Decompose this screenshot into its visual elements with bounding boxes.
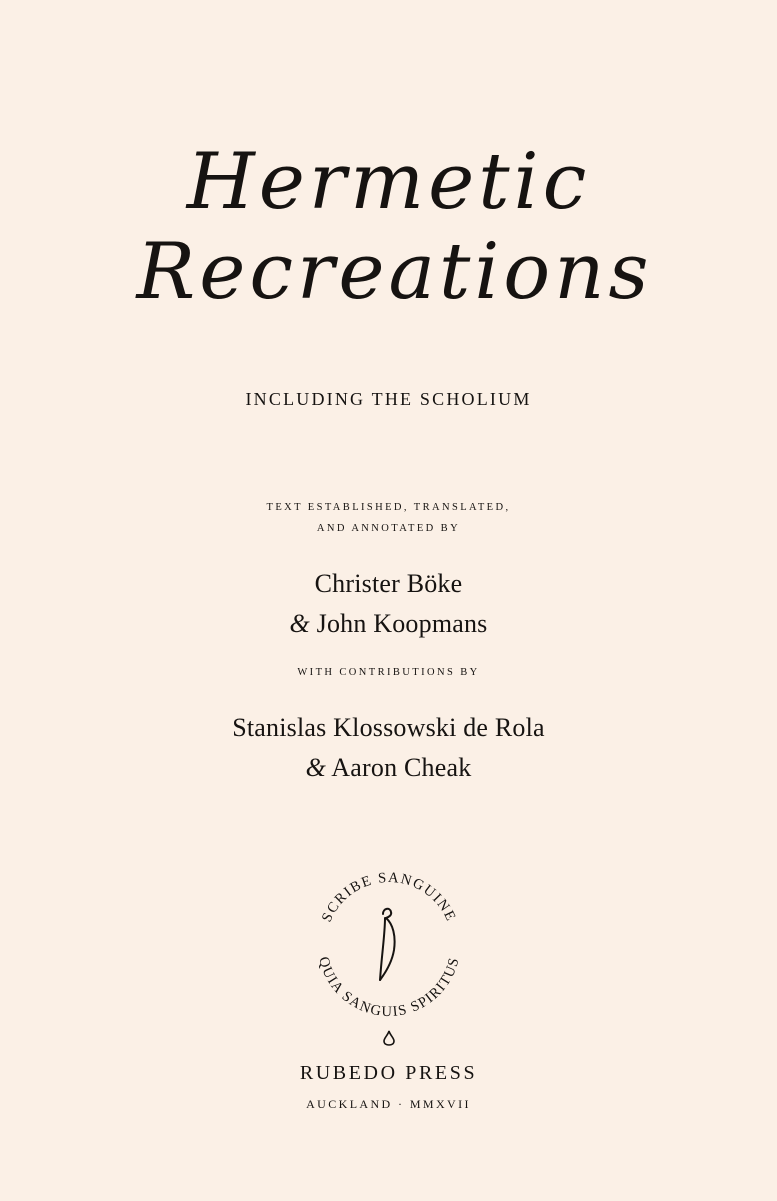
- quill-icon: [380, 909, 395, 980]
- editors-intro-line-1: TEXT ESTABLISHED, TRANSLATED,: [266, 502, 511, 513]
- publisher-place-year: AUCKLAND · MMXVII: [306, 1097, 471, 1111]
- editor-name-2: [0, 609, 777, 639]
- ampersand: &: [289, 609, 310, 638]
- contributor-name-2: [0, 753, 777, 783]
- seal-motto-top: SCRIBE SANGUINE: [318, 869, 460, 925]
- editors-intro-line-2: AND ANNOTATED BY: [316, 523, 461, 534]
- editor-name-2-text: John Koopmans: [309, 609, 488, 638]
- editor-name-1: Christer Böke: [314, 569, 463, 598]
- publisher-seal: [306, 862, 472, 1028]
- blood-drop-icon: [382, 1030, 396, 1046]
- ampersand: &: [305, 753, 327, 782]
- contributors-intro: WITH CONTRIBUTIONS BY: [297, 667, 480, 678]
- book-title-line-2: Recreations: [136, 227, 653, 317]
- seal-motto-bottom: QUIA SANGUIS SPIRITUS: [315, 955, 463, 1021]
- publisher-name: RUBEDO PRESS: [299, 1062, 478, 1084]
- book-title-line-1: Hermetic: [186, 137, 591, 227]
- book-subtitle: INCLUDING THE SCHOLIUM: [245, 389, 532, 409]
- contributor-name-2-text: Aaron Cheak: [326, 753, 472, 782]
- contributor-name-1: Stanislas Klossowski de Rola: [232, 713, 545, 742]
